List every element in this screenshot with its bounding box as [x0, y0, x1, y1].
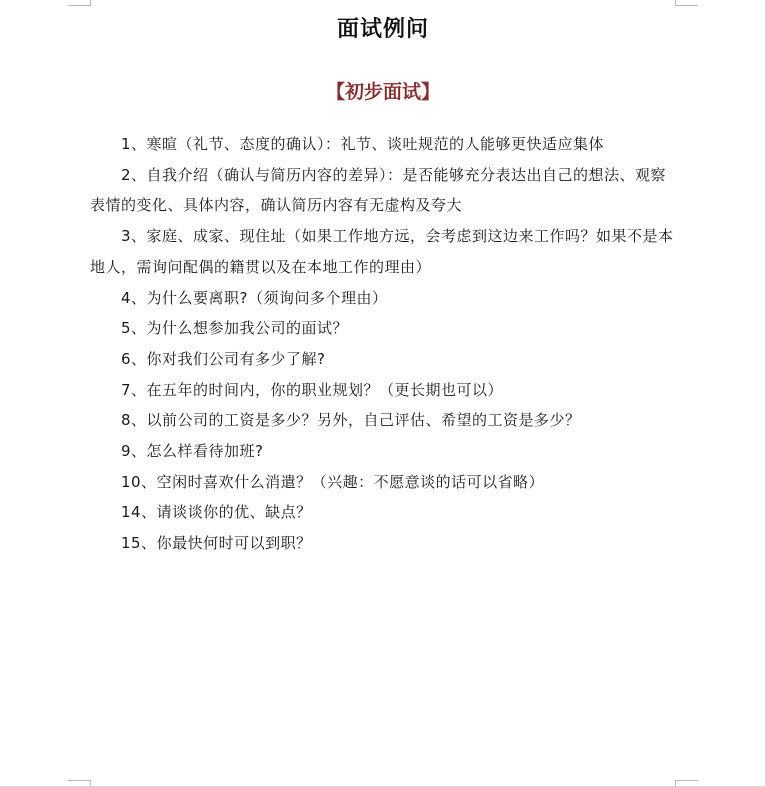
list-item — [90, 221, 710, 282]
item-line: 5、为什么想参加我公司的面试？ — [121, 319, 349, 338]
crop-mark-bottom-right-v — [675, 780, 676, 786]
list-item — [90, 283, 710, 314]
crop-mark-top-left-h — [68, 5, 91, 6]
list-item — [90, 436, 710, 467]
list-item — [90, 405, 710, 436]
list-item — [90, 497, 710, 528]
item-line-continued: 地人，需询问配偶的籍贯以及在本地工作的理由） — [90, 257, 432, 276]
crop-mark-top-right-v — [675, 0, 676, 6]
crop-mark-top-right-h — [675, 5, 698, 6]
item-line: 4、为什么要离职?（须询问多个理由） — [121, 288, 388, 307]
item-line: 7、在五年的时间内，你的职业规划？（更长期也可以） — [121, 380, 504, 399]
item-line-continued: 表情的变化、具体内容，确认简历内容有无虚构及夸大 — [90, 196, 463, 215]
item-line: 1、寒暄（礼节、态度的确认）：礼节、谈吐规范的人能够更快适应集体 — [121, 135, 605, 153]
item-line: 10、空闲时喜欢什么消遣？（兴趣：不愿意谈的话可以省略） — [121, 472, 545, 491]
document-title: 面试例问 — [336, 17, 429, 42]
item-line: 8、以前公司的工资是多少？另外，自己评估、希望的工资是多少？ — [121, 411, 581, 430]
crop-mark-bottom-left-v — [90, 780, 91, 786]
list-item — [90, 313, 710, 344]
item-line: 3、家庭、成家、现住址（如果工作地方远，会考虑到这边来工作吗？如果不是本 — [121, 227, 674, 246]
item-line: 15、你最快何时可以到职？ — [121, 534, 312, 553]
item-line: 9、怎么样看待加班? — [121, 442, 264, 461]
item-line: 6、你对我们公司有多少了解? — [121, 349, 326, 368]
list-item — [90, 344, 710, 375]
section-heading: 【初步面试】 — [325, 81, 440, 103]
crop-mark-bottom-left-h — [68, 780, 91, 781]
crop-mark-top-left-v — [90, 0, 91, 6]
list-item — [90, 129, 710, 160]
question-list — [90, 129, 710, 559]
list-item — [90, 528, 710, 559]
list-item — [90, 160, 710, 221]
list-item — [90, 375, 710, 406]
crop-mark-bottom-right-h — [675, 780, 698, 781]
item-line: 2、自我介绍（确认与简历内容的差异）：是否能够充分表达出自己的想法、观察 — [121, 165, 667, 184]
item-line: 14、请谈谈你的优、缺点？ — [121, 503, 312, 522]
list-item — [90, 467, 710, 498]
